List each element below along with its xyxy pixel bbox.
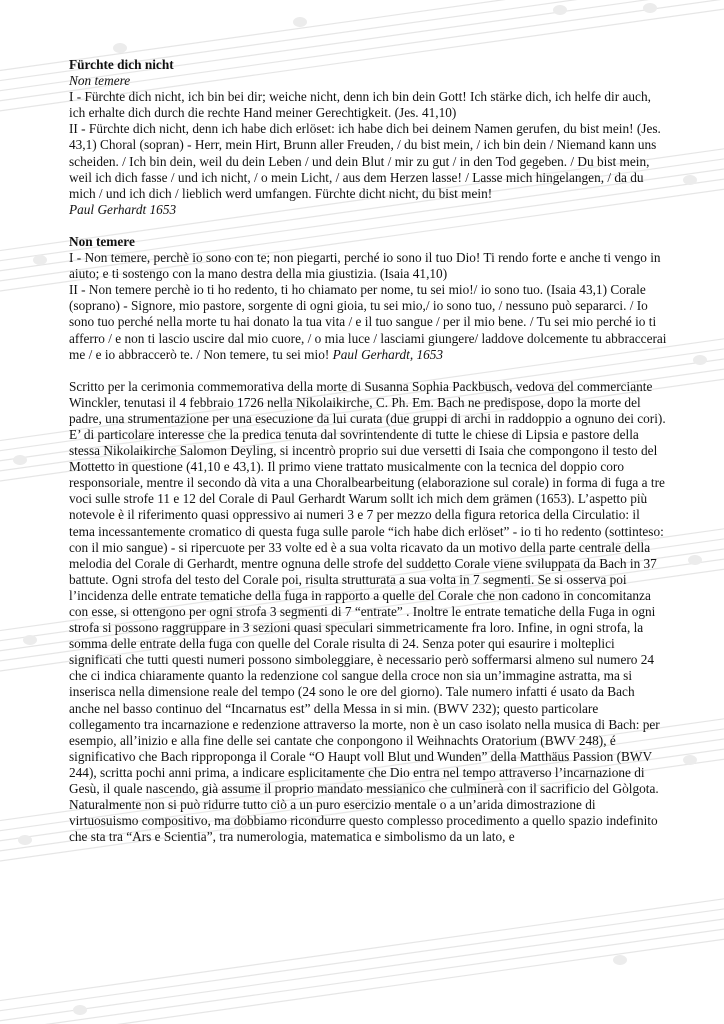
- italian-text-section: [69, 234, 667, 363]
- german-text-section: [69, 57, 667, 218]
- document-page: [69, 57, 667, 845]
- section-spacer: [69, 363, 667, 379]
- section-spacer: [69, 218, 667, 234]
- italian-author: Paul Gerhardt, 1653: [332, 346, 444, 362]
- german-verse-2: II - Fürchte dich nicht, denn ich habe dich erlöset: ich habe dich bei deinem Namen gerufen, du bist mein! (Jes. 43,1) Choral (sopran) - Herr, mein Hirt, Brunn aller Freuden, / du bist mein, / ich bin dein / Niemand kann uns scheiden. / Ich bin dein, weil du dein Leben / und dein Blut / mir zu gut / in den Tod gegeben. / Du bist mein, weil ich dich fasse / und ich nicht, / o mein Licht, / aus dem Herzen lasse! / Lasse mich hingelangen, / da du mich / und ich dich / lieblich werd umfangen. Fürchte dicht nicht, du bist mein!: [69, 121, 661, 201]
- german-author: Paul Gerhardt 1653: [69, 201, 177, 217]
- german-subtitle: Non temere: [69, 73, 131, 89]
- italian-title: Non temere: [69, 233, 135, 249]
- commentary-paragraph: Scritto per la cerimonia commemorativa della morte di Susanna Sophia Packbusch, vedova del commerciante Winckler, tenutasi il 4 febbraio 1726 nella Nikolaikirche, C. Ph. Em. Bach ne predispose, dopo la morte del padre, una strumentazione per una esecuzione da lui curata (due gruppi di archi in raddoppio a ognuno dei cori). E’ di particolare interesse che la predica tenuta dal sovrintendente di tutte le chiese di Lipsia e pastore della stessa Nikolaikirche Salomon Deyling, si incentrò proprio sui due versetti di Isaia che compongono il testo del Mottetto in questione (41,10 e 43,1). Il primo viene trattato musicalmente con la tecnica del doppio coro responsoriale, mentre il secondo dà vita a una Choralbearbeitung (elaborazione sul corale) in forma di fuga a tre voci sulle strofe 11 e 12 del Corale di Paul Gerhardt Warum sollt ich mich dem grämen (1653). L’aspetto più notevole è il riferimento quasi oppressivo ai numeri 3 e 7 per mezzo della figura retorica della Circulatio: il tema incessantemente cromatico di questa fuga sulle parole “ich habe dich erlöset” - io ti ho redento (sottinteso: con il mio sangue) - si ripercuote per 33 volte ed è a sua volta ricavato da un motivo della parte centrale della melodia del Corale di Gerhardt, mentre ognuna delle strofe del suddetto Corale viene sviluppata da Bach in 37 battute. Ogni strofa del testo del Corale poi, risulta strutturata a sua volta in 7 segmenti. Se si osserva poi l’incidenza delle entrate tematiche della fuga in rapporto a quelle del Corale che non cadono in concomitanza con esse, si ottengono per ogni strofa 3 segmenti di 7 “entrate” . Inoltre le entrate tematiche della Fuga in ogni strofa si possono raggruppare in 3 sezioni quasi speculari simmetricamente fra loro. Infine, in ogni strofa, la somma delle entrate della fuga con quelle del Corale risulta di 24. Senza poter qui esaurire i molteplici significati che tutti questi numeri possono simboleggiare, è necessario però soffermarsi almeno sul numero 24 che ci indica chiaramente quanto la redenzione col sangue della croce non sia un’immagine astratta, ma si inserisca nella dimensione reale del tempo (24 sono le ore del giorno). Tale numero infatti é usato da Bach anche nel basso continuo del “Incarnatus est” della Messa in si min. (BWV 232); questo particolare collegamento tra incarnazione e redenzione attraverso la morte, non è un caso isolato nella musica di Bach: per esempio, all’inizio e alla fine delle sei cantate che conpongono il Weihnachts Oratorium (BWV 248), é significativo che Bach ripproponga il Corale “O Haupt voll Blut und Wunden” della Matthäus Passion (BWV 244), scritta pochi anni prima, a indicare esplicitamente che Dio entra nel tempo attraverso l’incarnazione di Gesù, il quale nascendo, già assume il proprio mandato messianico che culminerà con il sacrificio del Gòlgota. Naturalmente non si può ridurre tutto ciò a un puro esercizio mentale o a un’arida dimostrazione di virtuosuismo compositivo, ma dobbiamo ricondurre questo complesso procedimento a quello spazio indefinito che sta tra “Ars e Scientia”, tra numerologia, matematica e simbolismo da un lato, e: [69, 378, 666, 845]
- german-verse-1: I - Fürchte dich nicht, ich bin bei dir; weiche nicht, denn ich bin dein Gott! Ich stärke dich, ich helfe dir auch, ich erhalte dich durch die rechte Hand meiner Gerechtigkeit. (Jes. 41,10): [69, 89, 651, 121]
- german-title: Fürchte dich nicht: [69, 57, 174, 72]
- italian-verse-2-paragraph: [69, 282, 667, 362]
- italian-verse-1: I - Non temere, perchè io sono con te; non piegarti, perché io sono il tuo Dio! Ti rendo forte e anche ti vengo in aiuto; e ti sostengo con la mano destra della mia giustizia. (Isaia 41,10): [69, 250, 661, 282]
- italian-verse-2: II - Non temere perchè io ti ho redento, ti ho chiamato per nome, tu sei mio!/ io sono tuo. (Isaia 43,1) Corale (soprano) - Signore, mio pastore, sorgente di ogni gioia, tu sei mio,/ io sono tuo, / nessuno può separarci. / Io sono tuo perché nella morte tu hai donato la tua vita / e il tuo sangue / per il mio bene. / Tu sei mio perché io ti afferro / e non ti lascio uscire dal mio cuore, / o mia luce / lasciami giungere/ laddove dolcemente tu abbraccerai me / e io abbraccerò te. / Non temere, tu sei mio!: [69, 282, 667, 362]
